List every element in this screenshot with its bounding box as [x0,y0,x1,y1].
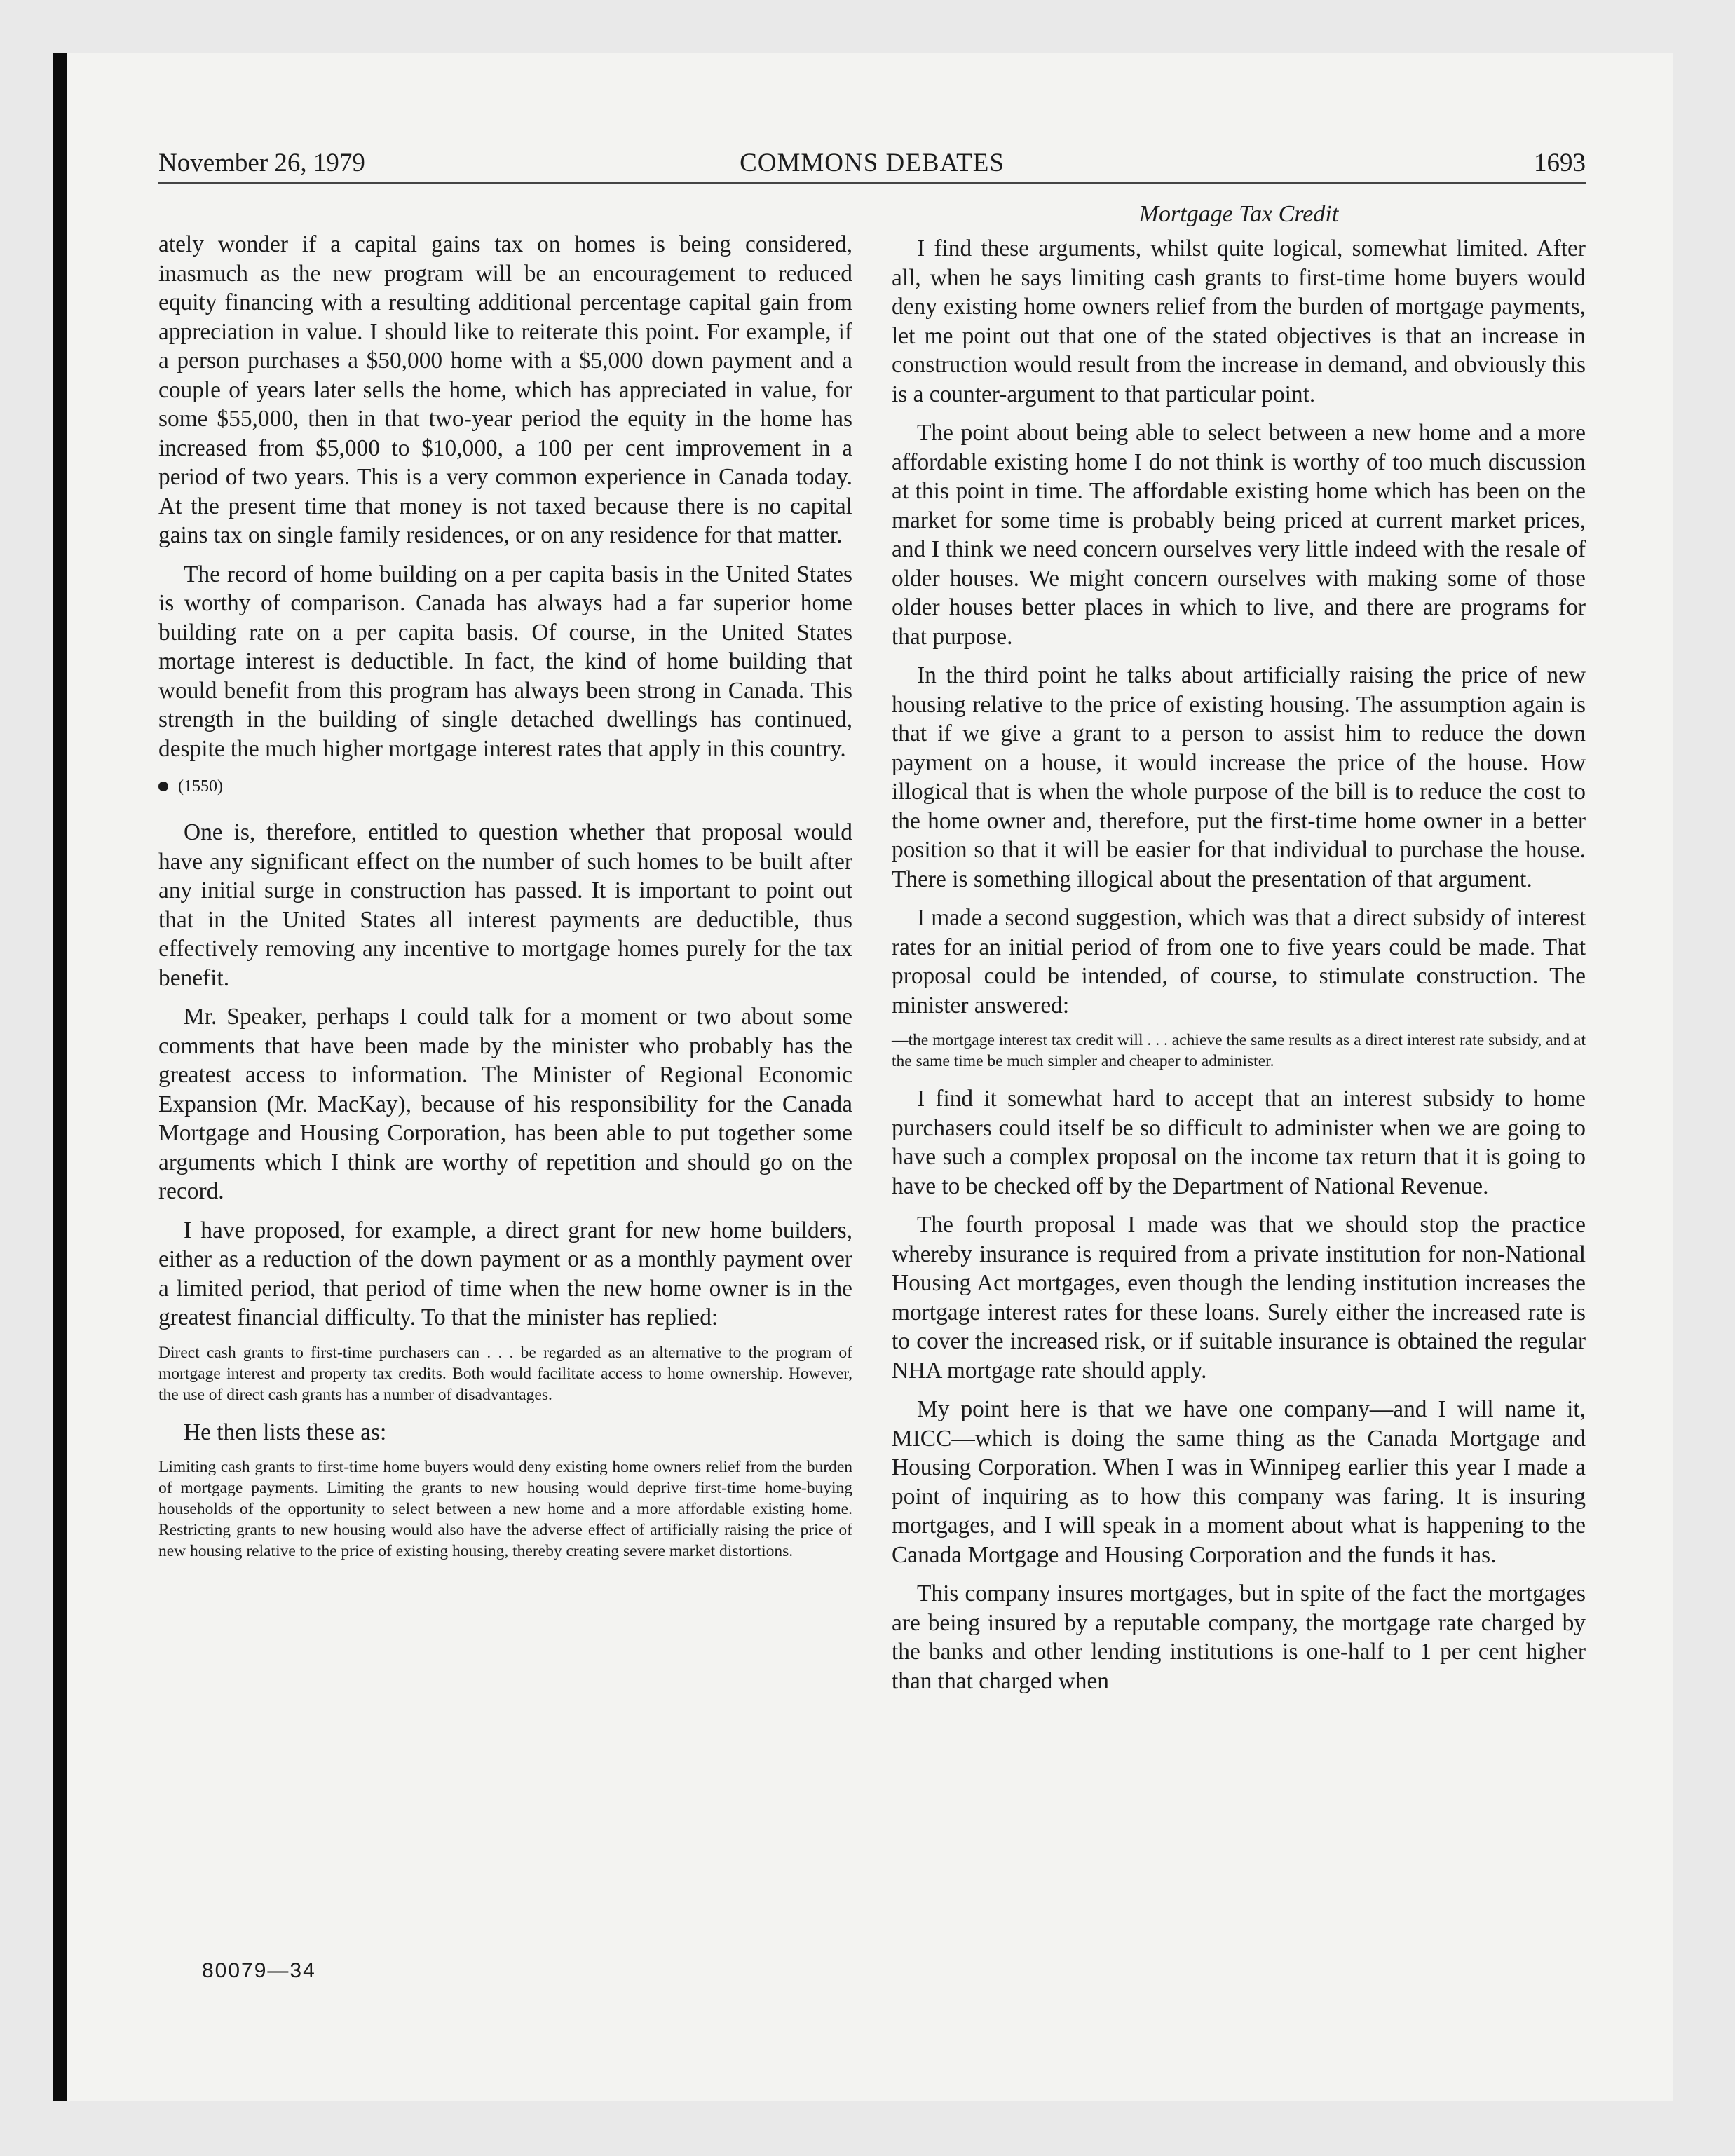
paragraph: One is, therefore, entitled to question whether that proposal would have any significant effect on the number of such homes to be built after any initial surge in construction has passed. It is important to point out that in the United States all interest payments are deductible, thus effectively removing any incentive to mortgage homes purely for the tax benefit. [158,819,852,991]
block-quote: Limiting cash grants to first-time home buyers would deny existing home owners relief from the burden of mortgage payments. Limiting the grants to new housing would deprive first-time home-buying households of the opportunity to select between a new home and a more affordable existing home. Restricting grants to new housing would also have the adverse effect of artificially raising the price of new housing relative to the price of existing housing, thereby creating severe market distortions. [158,1458,852,1560]
block-quote: —the mortgage interest tax credit will . . . achieve the same results as a direct interest rate subsidy, and at the same time be much simpler and cheaper to administer. [892,1031,1586,1070]
bullet-icon [158,782,168,791]
timestamp-marker [158,776,852,797]
scan-edge [53,53,67,2101]
block-quote: Direct cash grants to first-time purchasers can . . . be regarded as an alternative to the program of mortgage interest and property tax credits. Both would facilitate access to home ownership. However, the use of direct cash grants has a number of disadvantages. [158,1343,852,1404]
section-subtitle: Mortgage Tax Credit [1138,201,1339,227]
paragraph: The point about being able to select between a new home and a more affordable existing home I do not think is worthy of too much discussion at this point in time. The affordable existing home which has been on the market for some time is probably being priced at current market prices, and I think we need concern ourselves very little indeed with the resale of older houses. We might concern ourselves with making some of those older houses better places in which to live, and there are programs for that purpose. [892,420,1586,650]
paragraph: I find these arguments, whilst quite logical, somewhat limited. After all, when he says limiting cash grants to first-time home buyers would deny existing home owners relief from the burden of mortgage payments, let me point out that one of the stated objectives is that an increase in construction would result from the increase in demand, and obviously this is a counter-argument to that particular point. [892,236,1586,407]
page-header [158,147,1586,184]
paragraph: Mr. Speaker, perhaps I could talk for a moment or two about some comments that have been made by the minister who probably has the greatest access to information. The Minister of Regional Economic Expansion (Mr. MacKay), because of his responsibility for the Canada Mortgage and Housing Corporation, has been able to put together some arguments which I think are worthy of repetition and should go on the record. [158,1004,852,1204]
paragraph: I have proposed, for example, a direct grant for new home builders, either as a reduction of the down payment or as a monthly payment over a limited period, that period of time when the new home owner is in the greatest financial difficulty. To that the minister has replied: [158,1217,852,1330]
paragraph: I made a second suggestion, which was that a direct subsidy of interest rates for an initial period of from one to five years could be made. That proposal could be intended, of course, to stimulate construction. The minister answered: [892,905,1586,1018]
paragraph: This company insures mortgages, but in spite of the fact the mortgages are being insured by a reputable company, the mortgage rate charged by the banks and other lending institutions is one-half to 1 per cent higher than that charged when [892,1581,1586,1694]
header-page-number: 1693 [1534,149,1586,177]
paragraph: In the third point he talks about artificially raising the price of new housing relative to the price of existing housing. The assumption again is that if we give a grant to a person to assist him to reduce the down payment on a house, it would increase the price of the house. How illogical that is when the whole purpose of the bill is to reduce the cost to the home owner and, therefore, put the first-time home owner in a better position so that it will be easier for that individual to purchase the house. There is something illogical about the presentation of that argument. [892,662,1586,892]
header-date: November 26, 1979 [158,149,365,177]
header-journal-title: COMMONS DEBATES [740,149,1005,177]
paragraph: The record of home building on a per capita basis in the United States is worthy of comparison. Canada has always had a far superior home building rate on a per capita basis. Of course, in the United States mortage interest is deductible. In fact, the kind of home building that would benefit from this program has always been strong in Canada. This strength in the building of single detached dwellings has continued, despite the much higher mortgage interest rates that apply in this country. [158,561,852,762]
paragraph: He then lists these as: [184,1419,387,1445]
paragraph: I find it somewhat hard to accept that an interest subsidy to home purchasers could itself be so difficult to administer when we are going to have such a complex proposal on the income tax return that it is going to have to be checked off by the Department of National Revenue. [892,1086,1586,1199]
paragraph: My point here is that we have one company—and I will name it, MICC—which is doing the same thing as the Canada Mortgage and Housing Corporation. When I was in Winnipeg earlier this year I made a point of inquiring as to how this company was faring. It is insuring mortgages, and I will speak in a moment about what is happening to the Canada Mortgage and Housing Corporation and the funds it has. [892,1396,1586,1568]
paragraph: ately wonder if a capital gains tax on homes is being considered, inasmuch as the new program will be an encouragement to reduced equity financing with a resulting additional percentage capital gain from appreciation in value. I should like to reiterate this point. For example, if a person purchases a $50,000 home with a $5,000 down payment and a couple of years later sells the home, which has appreciated in value, for some $55,000, then in that two-year period the equity in the home has increased from $5,000 to $10,000, a 100 per cent improvement in a period of two years. This is a very common experience in Canada today. At the present time that money is not taxed because there is no capital gains tax on single family residences, or on any residence for that matter. [158,231,852,548]
timestamp-text: (1550) [178,777,223,796]
footer-print-code: 80079—34 [202,1959,316,1982]
paragraph: The fourth proposal I made was that we should stop the practice whereby insurance is required from a private institution for non-National Housing Act mortgages, even though the lending institution increases the mortgage interest rates for these loans. Surely either the increased rate is to cover the increased risk, or if suitable insurance is obtained the regular NHA mortgage rate should apply. [892,1212,1586,1384]
right-column [892,199,1586,1705]
left-column [158,230,852,1574]
